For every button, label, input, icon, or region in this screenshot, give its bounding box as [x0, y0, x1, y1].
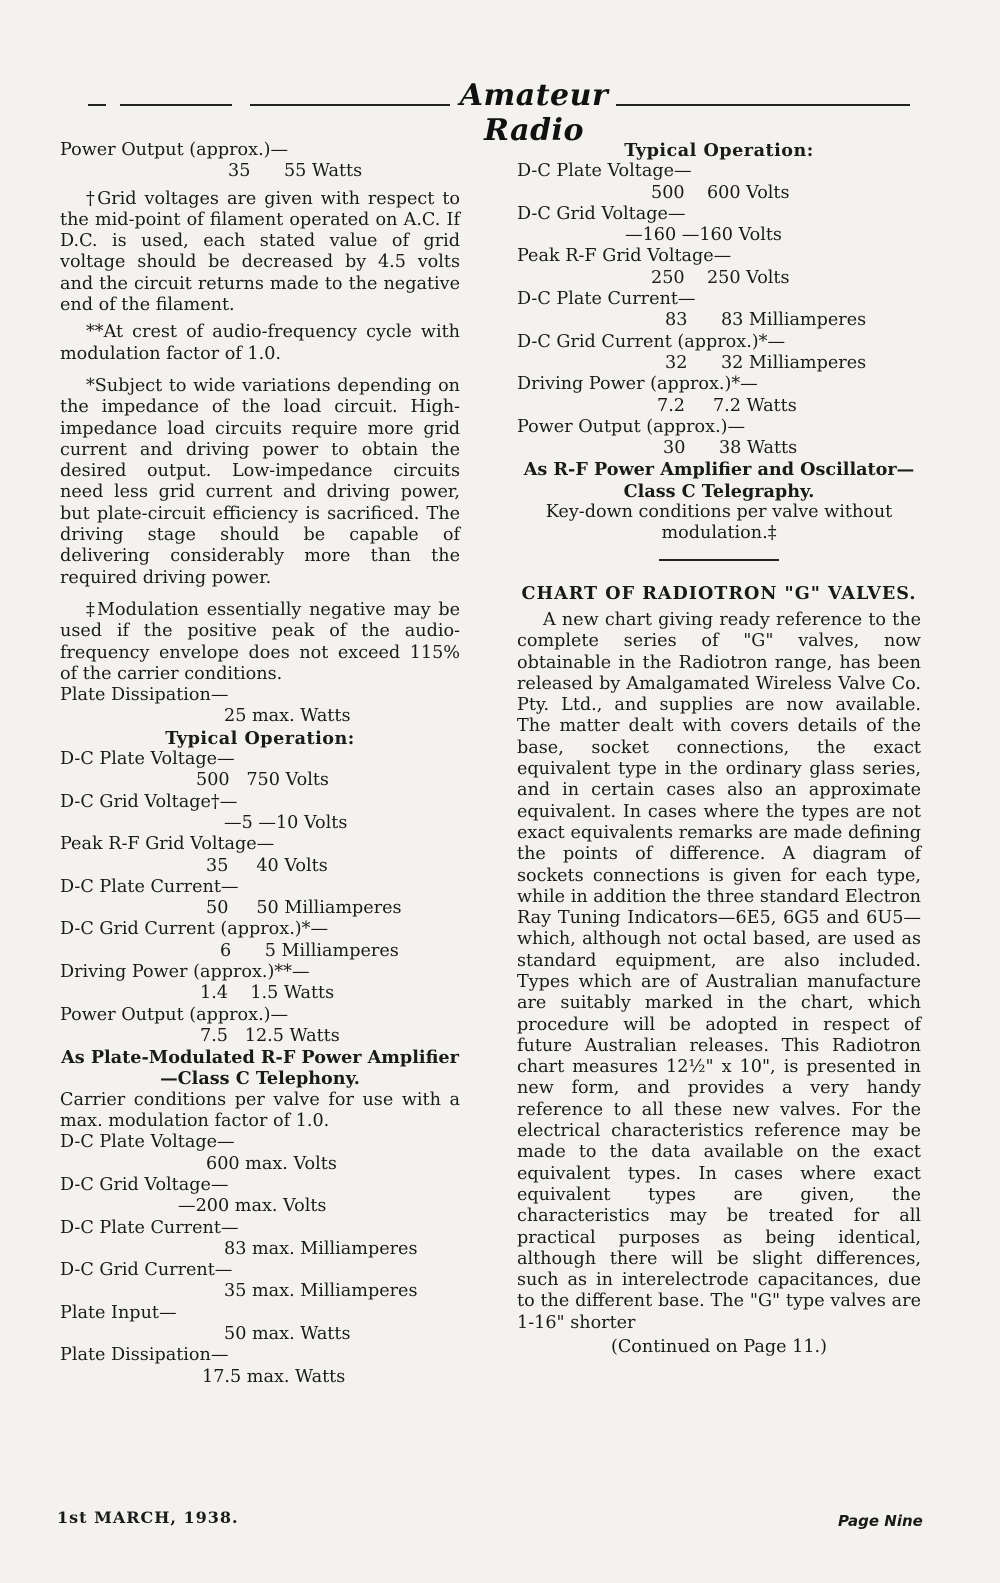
spec-value: 6 5 Milliamperes: [220, 940, 399, 961]
spec-value: 1.4 1.5 Watts: [200, 983, 335, 1004]
spec-label: Driving Power (approx.)**—: [60, 961, 310, 982]
spec-label: Peak R-F Grid Voltage—: [517, 246, 732, 267]
spec-label: D-C Plate Current—: [517, 289, 696, 310]
spec-label: Plate Input—: [60, 1302, 177, 1323]
header-rule: [250, 104, 450, 106]
spec-label: D-C Plate Current—: [60, 1217, 239, 1238]
spec-label: Power Output (approx.)—: [517, 416, 746, 437]
spec-value: 500 600 Volts: [651, 182, 790, 203]
page-number: Page Nine: [838, 1512, 923, 1530]
section-heading: As Plate-Modulated R-F Power Amplifier—Class C Telephony.: [61, 1047, 459, 1090]
article-body: A new chart giving ready reference to the complete series of "G" valves, now obtainable in the Radiotron range, has been released by Amalgamated Wireless Valve Co. Pty. Ltd., and supplies are now available. The matter dealt with covers details of the base, socket connections, the exact equivalent type in the ordinary glass series, and in certain cases also an approximate equivalent. In cases where the types are not exact equivalents remarks are made defining the points of difference. A diagram of sockets connections is given for each type, while in addition the three standard Electron Ray Tuning Indicators—6E5, 6G5 and 6U5—which, although not octal based, are used as standard equipment, are also included. Types which are of Australian manufacture are suitably marked in the chart, which procedure will be adopted in respect of future Australian releases. This Radiotron chart measures 12½" x 10", is presented in new form, and provides a very handy reference to all these new valves. For the electrical characteristics reference may be made to the data available on the exact equivalent types. In cases where exact equivalent types are given, the characteristics may be treated for all practical purposes as being identical, although there will be slight differences, such as in interelectrode capacitances, due to the different base. The "G" type valves are 1-16" shorter: [517, 609, 921, 1333]
right-column: [517, 140, 921, 1358]
spec-value: 35 55 Watts: [228, 161, 363, 182]
section-divider: [659, 559, 779, 561]
spec-label: D-C Grid Current (approx.)*—: [517, 331, 786, 352]
spec-value: 25 max. Watts: [224, 706, 351, 727]
spec-value: 250 250 Volts: [651, 267, 790, 288]
spec-label: D-C Grid Voltage†—: [60, 791, 238, 812]
header-rule: [616, 104, 910, 106]
spec-value: —160 —160 Volts: [625, 225, 782, 246]
masthead-title: Amateur Radio: [459, 78, 609, 148]
spec-label: D-C Grid Current—: [60, 1260, 233, 1281]
spec-label: D-C Grid Voltage—: [60, 1174, 229, 1195]
spec-label: D-C Grid Voltage—: [517, 203, 686, 224]
footnote-crest: **At crest of audio-frequency cycle with modulation factor of 1.0.: [60, 322, 460, 364]
spec-value: 500 750 Volts: [196, 770, 329, 791]
spec-value: 7.5 12.5 Watts: [200, 1025, 340, 1046]
footnote-grid: †Grid voltages are given with respect to the mid-point of filament operated on A.C. If D.C. is used, each stated value of grid voltage should be decreased by 4.5 volts and the circuit returns made to the negative end of the filament.: [60, 188, 460, 316]
spec-value: 17.5 max. Watts: [202, 1366, 346, 1387]
header-rule: [120, 104, 232, 106]
spec-value: 83 83 Milliamperes: [665, 310, 867, 331]
spec-value: —5 —10 Volts: [224, 812, 348, 833]
continued-note: (Continued on Page 11.): [610, 1337, 828, 1358]
page-header: [88, 78, 912, 148]
spec-value: 83 max. Milliamperes: [224, 1238, 418, 1259]
spec-label: D-C Plate Current—: [60, 876, 239, 897]
body-text: Key-down conditions per valve without modulation.‡: [545, 502, 893, 544]
spec-label: D-C Plate Voltage—: [517, 161, 692, 182]
spec-value: 30 38 Watts: [663, 438, 798, 459]
body-text: Carrier conditions per valve for use with a max. modulation factor of 1.0.: [60, 1089, 460, 1132]
spec-label: D-C Plate Voltage—: [60, 1132, 235, 1153]
spec-value: 50 max. Watts: [224, 1324, 351, 1345]
spec-label: Power Output (approx.)—: [60, 1004, 289, 1025]
spec-label: Driving Power (approx.)*—: [517, 374, 758, 395]
spec-value: 35 max. Milliamperes: [224, 1281, 418, 1302]
spec-label: Power Output (approx.)—: [60, 140, 289, 160]
spec-value: 50 50 Milliamperes: [206, 898, 402, 919]
spec-value: —200 max. Volts: [178, 1196, 327, 1217]
footnote-subject: *Subject to wide variations depending on the impedance of the load circuit. High-impedance load circuits require more grid current and driving power to obtain the desired output. Low-impedance circuits need less grid current and driving power, but plate-circuit efficiency is sacrificed. The driving stage should be capable of delivering considerably more than the required driving power.: [60, 375, 460, 588]
spec-label: Plate Dissipation—: [60, 685, 229, 706]
section-heading: Typical Operation:: [624, 140, 814, 161]
article-heading: CHART OF RADIOTRON "G" VALVES.: [521, 582, 917, 604]
issue-date: 1st MARCH, 1938.: [57, 1508, 239, 1527]
spec-value: 600 max. Volts: [206, 1153, 337, 1174]
spec-value: 32 32 Milliamperes: [665, 352, 867, 373]
spec-label: Peak R-F Grid Voltage—: [60, 834, 275, 855]
left-column: [60, 140, 460, 1388]
spec-label: D-C Plate Voltage—: [60, 749, 235, 770]
spec-value: 35 40 Volts: [206, 855, 328, 876]
section-heading: Typical Operation:: [165, 727, 355, 749]
section-heading: As R-F Power Amplifier and Oscillator—Class C Telegraphy.: [523, 459, 915, 502]
footnote-modulation: ‡Modulation essentially negative may be used if the positive peak of the audio-frequency envelope does not exceed 115% of the carrier conditions.: [60, 599, 460, 684]
spec-label: Plate Dissipation—: [60, 1345, 229, 1366]
spec-value: 7.2 7.2 Watts: [657, 395, 797, 416]
spec-label: D-C Grid Current (approx.)*—: [60, 919, 329, 940]
header-rule: [88, 104, 106, 106]
